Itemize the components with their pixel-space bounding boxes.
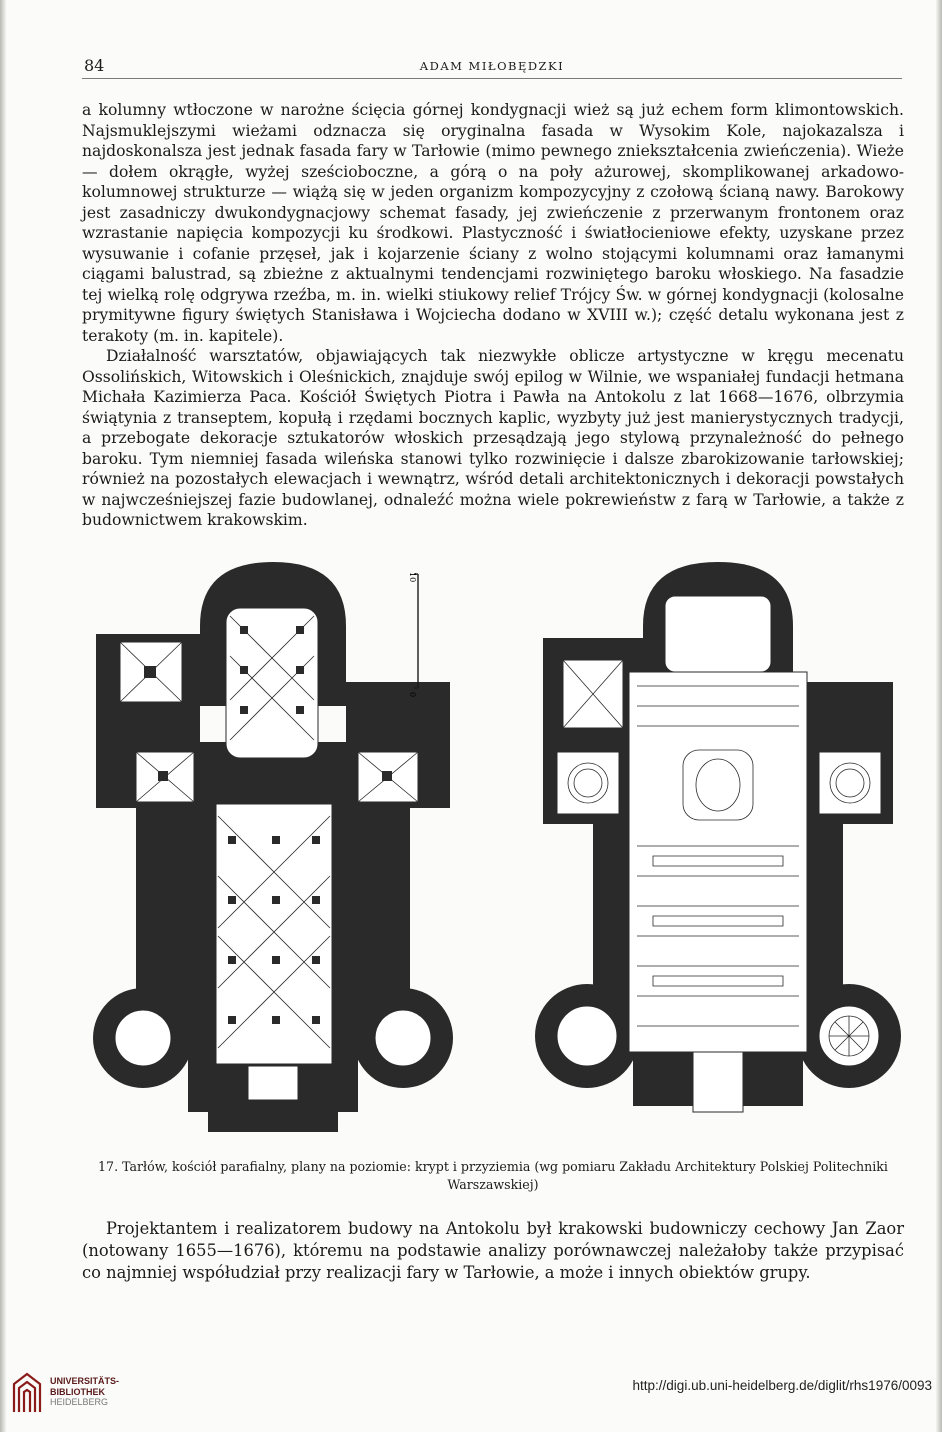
running-head-author: ADAM MIŁOBĘDZKI (419, 59, 565, 73)
paragraph: a kolumny wtłoczone w narożne ścięcia górnej kondygnacji wież są już echem form klimontowskich. Najsmuklejszymi wieżami odznacza się oryginalna fasada w Wysokim Kole, najokazalsza i najdoskonalsza jest jednak fasada fary w Tarłowie (mimo pewnego zniekształcenia zwieńczenia). Wieże — dołem okrągłe, wyżej sześcioboczne, a górą o na poły ażurowej, skomplikowanej arkadowo-kolumnowej strukturze — wiążą się w jeden organizm kompozycyjny z czołową ścianą nawy. Barokowy jest zasadniczy dwukondygnacjowy schemat fasady, jej zwieńczenie z przerwanym frontonem oraz wzrastanie napięcia kompozycji ku środkowi. Plastyczność i światłocieniowe efekty, uzyskane przez wysuwanie i cofanie przęseł, jak i kojarzenie ściany z wolno stojącymi kolumnami oraz łamanymi ciągami balustrad, są zbieżne z aktualnymi tendencjami rozwiniętego baroku włoskiego. Na fasadzie tej wielką rolę odgrywa rzeźba, m. in. wielki stiukowy relief Trójcy Św. w górnej kondygnacji (kolosalne prymitywne figury świętych Stanisława i Wojciecha dodano w XVIII w.); część detalu wykonana jest z terakoty (m. in. kapitele). (82, 101, 904, 345)
permalink-url[interactable]: http://digi.ub.uni-heidelberg.de/diglit/rhs1976/0093 (632, 1378, 932, 1393)
scan-left-edge (0, 0, 6, 1432)
figure-plans (88, 556, 906, 1136)
paragraph: Projektantem i realizatorem budowy na Antokolu był krakowski budowniczy cechowy Jan Zaor (notowany 1655—1676), któremu na podstawie analizy porównawczej należałoby także przypisać co najmniej współudział przy realizacji fary w Tarłowie, a może i innych obiektów grupy. (82, 1219, 904, 1282)
library-logo-icon[interactable] (10, 1370, 44, 1416)
body-text-bottom (82, 1218, 904, 1284)
ground-floor-plan-drawing (533, 556, 903, 1136)
library-name-line2: BIBLIOTHEK (50, 1386, 105, 1397)
scale-label-10: 10 (408, 572, 417, 583)
library-name (50, 1376, 170, 1408)
library-name-line3: HEIDELBERG (50, 1397, 109, 1407)
scale-bar (404, 560, 424, 700)
body-text-top (82, 100, 904, 531)
figure-caption: 17. Tarłów, kościół parafialny, plany na poziomie: krypt i przyziemia (wg pomiaru Zakładu Architektury Polskiej Politechniki Warszawskiej) (98, 1159, 888, 1192)
footer-bar (0, 1364, 942, 1432)
library-name-line1: UNIVERSITÄTS- (50, 1376, 120, 1386)
page-number: 84 (84, 56, 105, 75)
running-head (82, 56, 902, 79)
scale-label-0: 0 (408, 692, 417, 698)
paragraph: Działalność warsztatów, objawiających tak niezwykłe oblicze artystyczne w kręgu mecenatu Ossolińskich, Witowskich i Oleśnickich, znajduje swój epilog w Wilnie, we wspaniałej fundacji hetmana Michała Kazimierza Paca. Kościół Świętych Piotra i Pawła na Antokolu z lat 1668—1676, olbrzymia świątynia z transeptem, kopułą i rzędami bocznych kaplic, wyzbyty już jest manierystycznych tradycji, a przebogate dekoracje sztukatorów włoskich przesądzają jego stylową przynależność do pełnego baroku. Tym niemniej fasada wileńska stanowi tylko rozwinięcie i dalsze zbarokizowanie tarłowskiej; również na pozostałych elewacjach i wewnątrz, wśród detali architektonicznych i dekoracji powstałych w najwcześniejszej fazie budowlanej, odnaleźć można wiele pokrewieństw z farą w Tarłowie, a także z budownictwem krakowskim. (82, 347, 904, 529)
scan-right-edge (936, 0, 942, 1432)
